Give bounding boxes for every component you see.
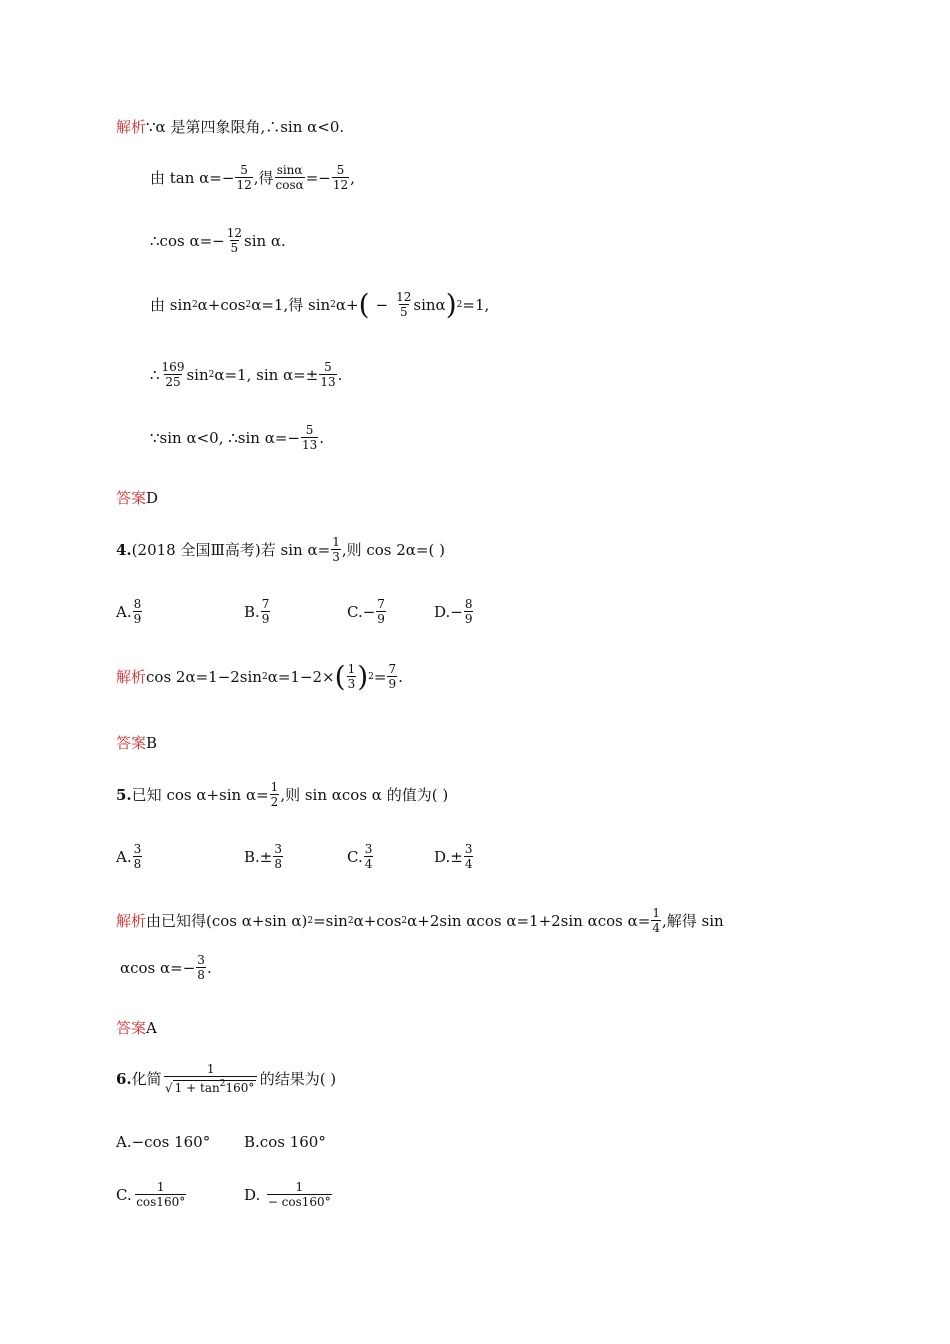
q5-jiexi-label: 解析 xyxy=(116,912,147,930)
q4-solution: 解析 cos 2α=1−2sin 2 α=1−2× ( $\frac{1}{3}$ ) 2 = $\frac{7}{9}$ . xyxy=(116,659,403,693)
q3-l2-frac-1: $\frac{5}{12}$ xyxy=(236,163,252,192)
q3-l5-frac-1: $\frac{169}{25}$ xyxy=(161,360,185,389)
q4-stem-post: ,则 cos 2α=( ) xyxy=(341,541,445,559)
q5-question: 5. 已知 cos α+sin α= $\frac{1}{2}$ ,则 sin αcos α 的值为( ) xyxy=(116,780,449,809)
q5-solution-line-2: αcos α=− $\frac{3}{8}$ . xyxy=(120,953,212,982)
q5-answer-label: 答案 xyxy=(116,1019,147,1037)
q6-option-d[interactable]: D. $\frac{1}{- \cos 160^\circ}$ xyxy=(244,1180,331,1209)
q3-l2-eq: =− xyxy=(305,168,331,187)
q3-l4-b: α=1,得 sin xyxy=(251,296,331,314)
q5-option-b[interactable]: B. ± $\frac{3}{8}$ xyxy=(244,842,283,871)
q4-question xyxy=(116,535,445,564)
q5-option-a[interactable]: A. $\frac{3}{8}$ xyxy=(116,842,142,871)
q3-solution-line-6 xyxy=(150,423,324,452)
q3-answer-label: 答案 xyxy=(116,489,147,507)
q3-l2-end: , xyxy=(350,168,355,187)
q6-question: 6. 化简 $\frac{1}{√ 1 + \tan^2160^\circ}$ 的结果为( ) xyxy=(116,1062,337,1095)
q3-l4-minus: − xyxy=(375,295,389,314)
q4-option-c[interactable]: C. − $\frac{7}{9}$ xyxy=(347,597,385,626)
q3-l2-pre: 由 tan α=− xyxy=(150,169,235,187)
q3-answer xyxy=(116,487,158,508)
q3-l3-frac: $\frac{12}{5}$ xyxy=(226,226,242,255)
q3-l6-pre: ∵sin α<0, ∴sin α=− xyxy=(150,428,300,447)
q3-solution-line-5: ∴ $\frac{169}{25}$ sin 2 α=1, sin α=± $\frac{5}{13}$ . xyxy=(150,360,343,389)
q3-l5-pre: ∴ xyxy=(150,365,160,384)
q6-option-a[interactable]: A.−cos 160° xyxy=(116,1133,211,1151)
q3-l4-c: α+ xyxy=(335,295,359,314)
q3-solution-line-1 xyxy=(116,116,344,137)
q3-l6-end: . xyxy=(319,428,325,447)
q5-answer xyxy=(116,1017,157,1038)
q4-option-d[interactable]: D. − $\frac{8}{9}$ xyxy=(434,597,473,626)
q5-option-d[interactable]: D. ± $\frac{3}{4}$ xyxy=(434,842,473,871)
q5-option-c[interactable]: C. $\frac{3}{4}$ xyxy=(347,842,373,871)
q4-option-b[interactable]: B. $\frac{7}{9}$ xyxy=(244,597,270,626)
q3-l2-mid: ,得 xyxy=(253,169,274,187)
q6-stem-frac: $\frac{1}{√ 1 + \tan^2160^\circ}$ xyxy=(163,1062,259,1095)
q3-l3-pre: ∴cos α=− xyxy=(150,231,225,250)
q3-l3-end: sin α. xyxy=(244,231,286,250)
q3-l4-end: =1, xyxy=(462,295,490,314)
q4-stem-frac: $\frac{1}{3}$ xyxy=(332,535,340,564)
q3-solution-line-3 xyxy=(150,226,286,255)
q4-answer-value: B xyxy=(146,733,158,752)
q4-jiexi-label: 解析 xyxy=(116,668,147,686)
q3-l2-frac-3: $\frac{5}{12}$ xyxy=(332,163,349,192)
q6-option-b[interactable]: B.cos 160° xyxy=(244,1133,326,1151)
q4-option-a[interactable]: A. $\frac{8}{9}$ xyxy=(116,597,142,626)
q6-option-c[interactable]: C. $\frac{1}{\cos 160^\circ}$ xyxy=(116,1180,186,1209)
q3-l5-mid: sin xyxy=(186,365,209,384)
q3-l4-pre: 由 sin xyxy=(150,296,192,314)
q3-l4-sin: sinα xyxy=(413,295,446,314)
q4-answer-label: 答案 xyxy=(116,734,147,752)
q5-number: 5. xyxy=(116,785,132,804)
q3-solution-line-4: 由 sin 2 α+cos 2 α=1,得 sin 2 α+ ( − $\frac{12}{5}$ sinα ) 2 =1, xyxy=(150,287,490,321)
q3-text-1: ∵α 是第四象限角,∴sin α<0. xyxy=(146,118,345,136)
q3-l2-frac-2: $\frac{\sin\alpha}{\cos\alpha}$ xyxy=(275,163,304,192)
q4-stem-pre: (2018 全国Ⅲ高考)若 sin α= xyxy=(131,541,331,559)
q3-l5-mid2: α=1, sin α=± xyxy=(214,365,319,384)
q5-solution-line-1: 解析 由已知得(cos α+sin α) 2 =sin 2 α+cos 2 α+2sin αcos α=1+2sin αcos α= $\frac{1}{4}$ ,解得 sin xyxy=(116,906,724,935)
q3-answer-value: D xyxy=(146,488,159,507)
q3-jiexi-label: 解析 xyxy=(116,118,147,136)
q3-l4-lparen: ( xyxy=(358,287,370,321)
q3-l4-a: α+cos xyxy=(197,295,246,314)
q3-l5-end: . xyxy=(337,365,343,384)
q3-l5-frac-2: $\frac{5}{13}$ xyxy=(320,360,336,389)
q3-l4-frac: $\frac{12}{5}$ xyxy=(396,290,412,319)
q6-number: 6. xyxy=(116,1069,132,1088)
q5-answer-value: A xyxy=(146,1018,157,1037)
q3-solution-line-2 xyxy=(150,163,355,192)
q3-l4-rparen: ) xyxy=(445,287,457,321)
q4-number: 4. xyxy=(116,540,132,559)
q4-answer xyxy=(116,732,157,753)
q3-l6-frac: $\frac{5}{13}$ xyxy=(301,423,318,452)
